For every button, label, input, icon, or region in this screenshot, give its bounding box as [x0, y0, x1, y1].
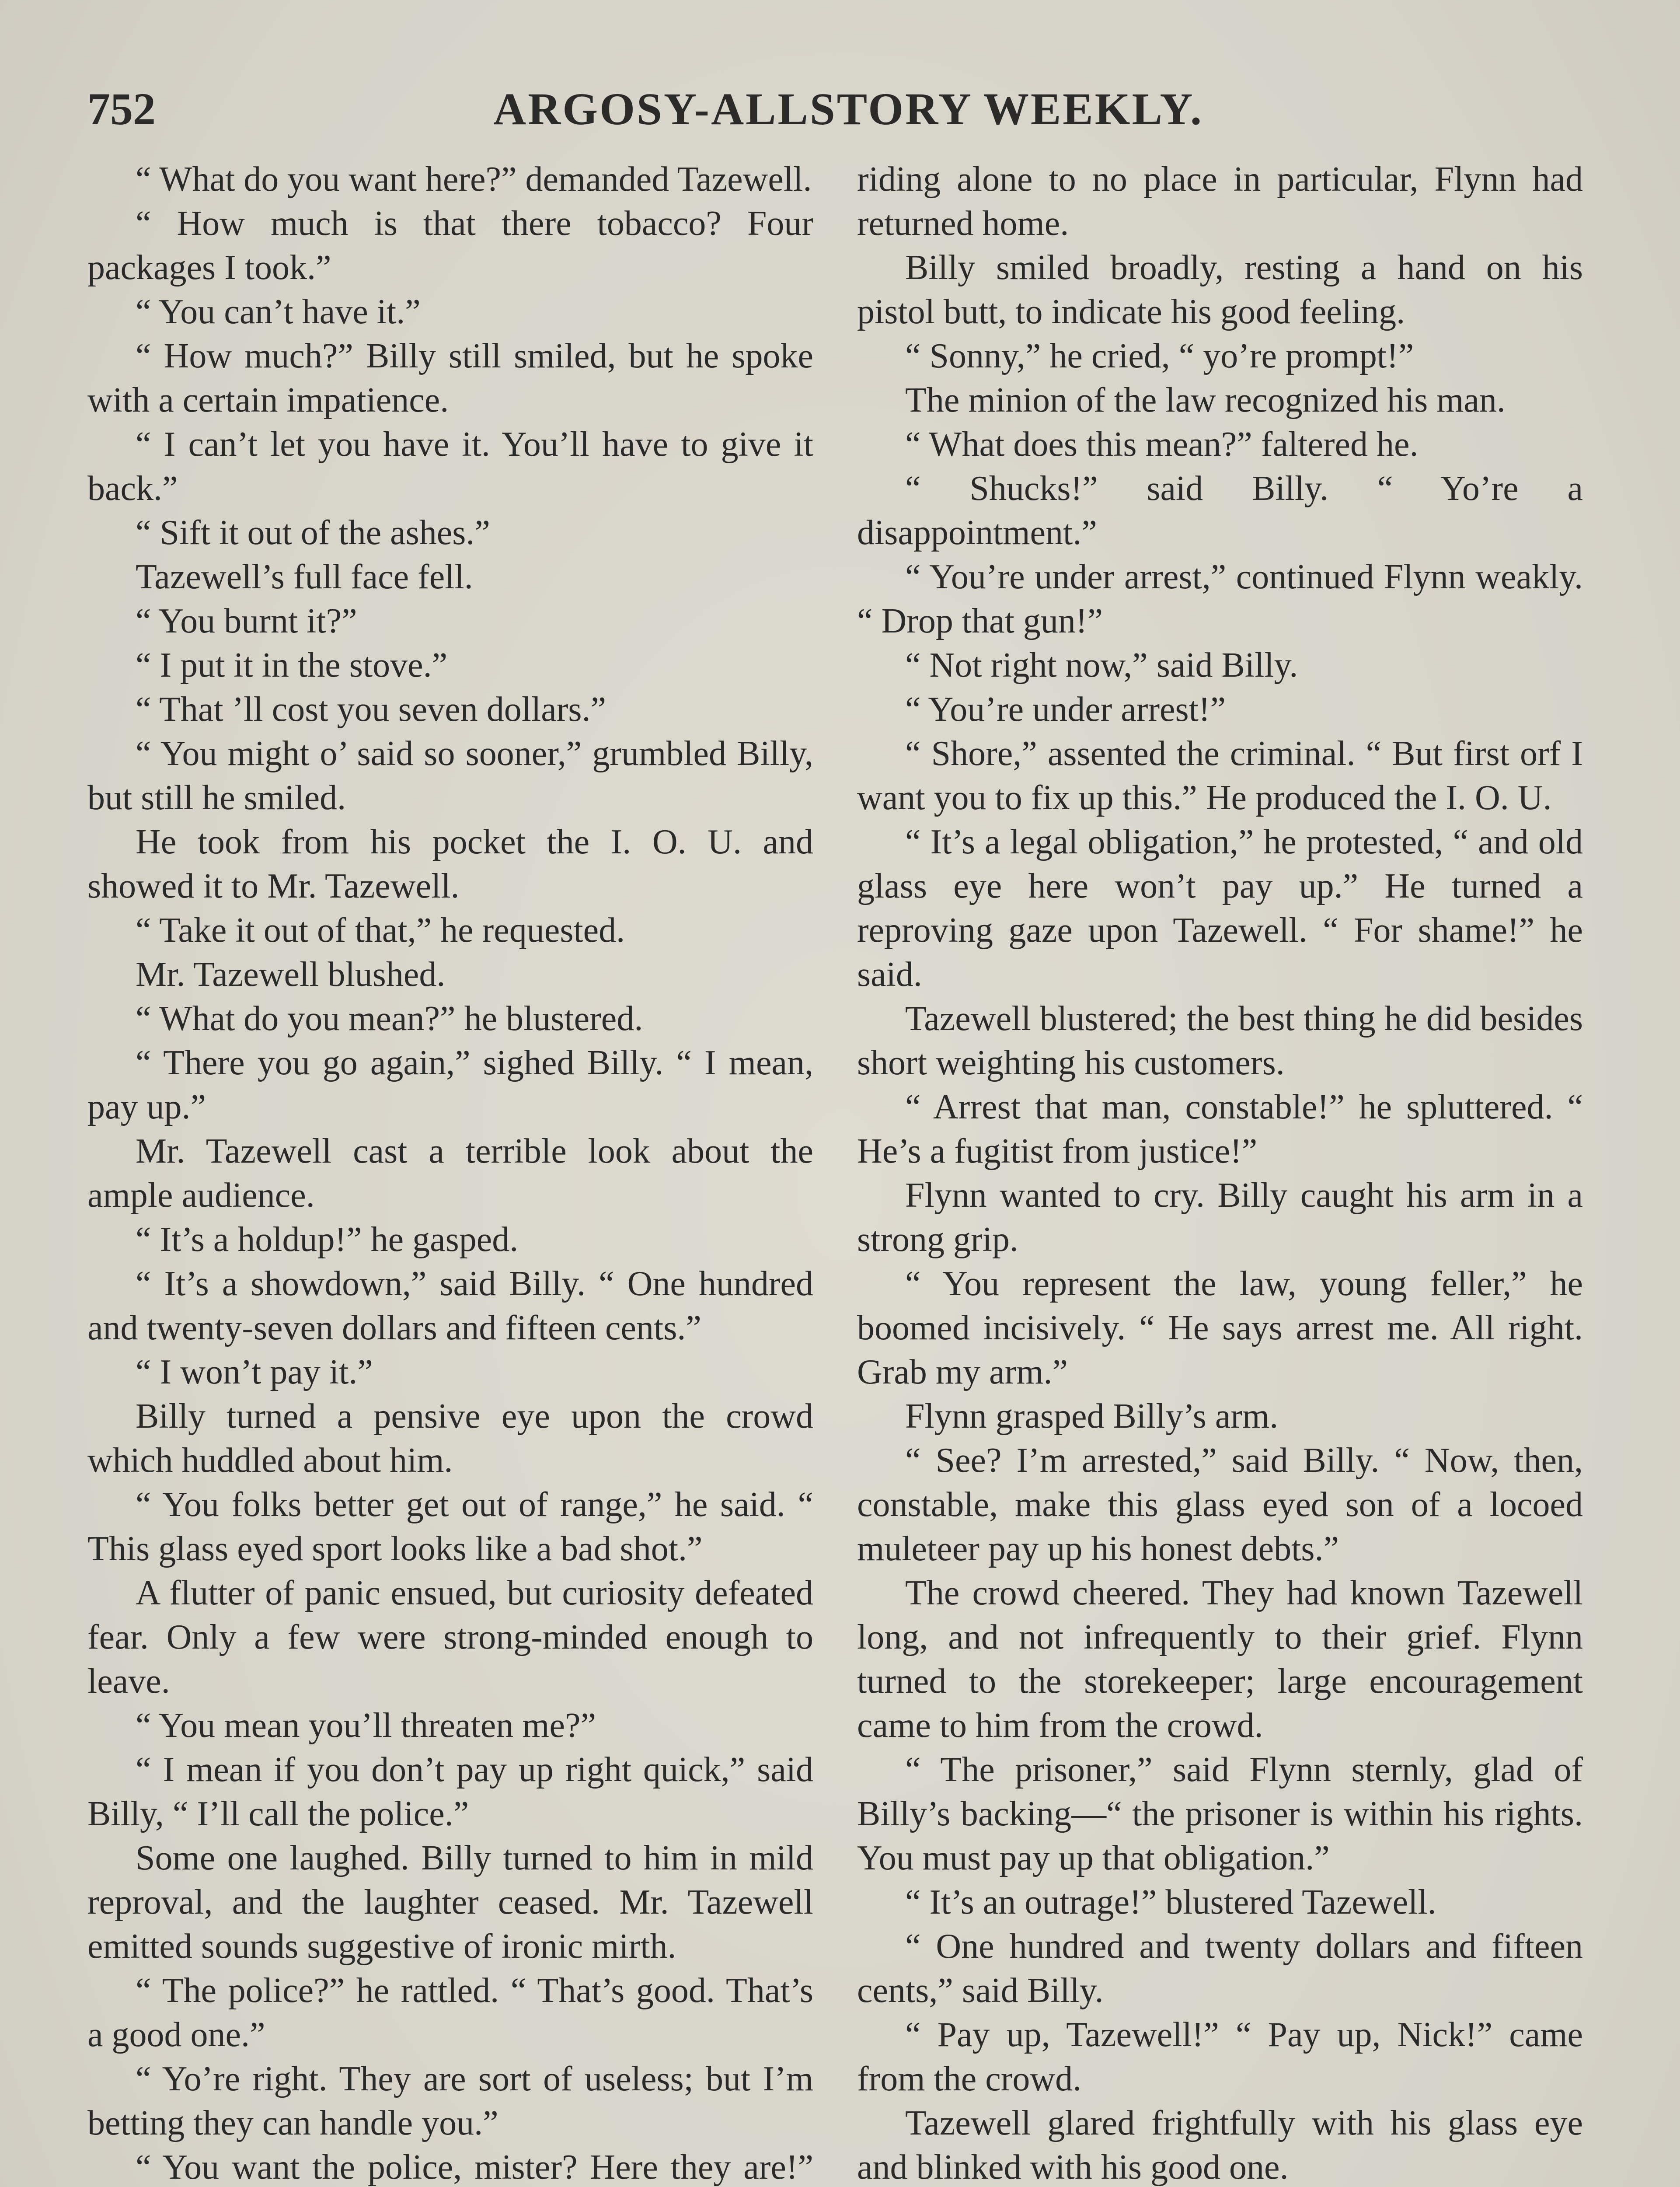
paragraph: “ What does this mean?” faltered he.: [905, 425, 1419, 464]
paragraph: “ You mean you’ll threaten me?”: [136, 1706, 596, 1745]
paragraph: Some one laughed. Billy turned to him in mild reproval, and the laughter ceased. Mr. Tazewell emitted sounds suggestive of ironic mirth.: [87, 1839, 813, 1966]
paragraph: “ What do you mean?” he blustered.: [136, 999, 643, 1038]
paragraph: “ That ’ll cost you seven dollars.”: [136, 690, 606, 729]
paragraph: Flynn wanted to cry. Billy caught his arm in a strong grip.: [857, 1176, 1583, 1259]
paragraph: “ There you go again,” sighed Billy. “ I mean, pay up.”: [87, 1044, 813, 1126]
paragraph: “ See? I’m arrested,” said Billy. “ Now, then, constable, make this glass eyed son of a locoed muleteer pay up his honest debts.”: [857, 1441, 1583, 1568]
paragraph: Billy turned a pensive eye upon the crowd which huddled about him.: [87, 1397, 813, 1480]
paragraph: “ You folks better get out of range,” he said. “ This glass eyed sport looks like a bad shot.”: [87, 1485, 813, 1568]
paragraph: “ I won’t pay it.”: [136, 1353, 373, 1391]
paragraph: “ The prisoner,” said Flynn sternly, glad of Billy’s backing—“ the prisoner is within his rights. You must pay up that obligation.”: [857, 1750, 1583, 1877]
paragraph: “ You might o’ said so sooner,” grumbled Billy, but still he smiled.: [87, 734, 813, 817]
paragraph: Mr. Tazewell blushed.: [136, 955, 446, 994]
paragraph: “ You’re under arrest!”: [905, 690, 1226, 729]
paragraph: “ How much?” Billy still smiled, but he spoke with a certain impatience.: [87, 337, 813, 419]
paragraph: Mr. Tazewell cast a terrible look about the ample audience.: [87, 1132, 813, 1215]
paragraph: “ The police?” he rattled. “ That’s good. That’s a good one.”: [87, 1971, 813, 2054]
paragraph: “ You’re under arrest,” continued Flynn weakly. “ Drop that gun!”: [857, 558, 1583, 640]
paragraph: A flutter of panic ensued, but curiosity defeated fear. Only a few were strong-minded enough to leave.: [87, 1574, 813, 1701]
paragraph: “ It’s an outrage!” blustered Tazewell.: [905, 1883, 1436, 1921]
paragraph: “ Take it out of that,” he requested.: [136, 911, 625, 950]
page-number: 752: [87, 84, 156, 134]
paragraph: “ Pay up, Tazewell!” “ Pay up, Nick!” came from the crowd.: [857, 2016, 1583, 2098]
paragraph: riding alone to no place in particular, Flynn had returned home.: [857, 160, 1583, 243]
page-header: [87, 66, 1609, 153]
paragraph: “ Shore,” assented the criminal. “ But first orf I want you to fix up this.” He produced the I. O. U.: [857, 734, 1583, 817]
paragraph: Billy smiled broadly, resting a hand on his pistol butt, to indicate his good feeling.: [857, 248, 1583, 331]
paragraph: Tazewell glared frightfully with his glass eye and blinked with his good one.: [857, 2104, 1583, 2187]
paragraph: “ You want the police, mister? Here they are!”: [136, 2148, 813, 2187]
paragraph: Tazewell blustered; the best thing he did besides short weighting his customers.: [857, 999, 1583, 1082]
paragraph: “ It’s a legal obligation,” he protested, “ and old glass eye here won’t pay up.” He turned a reproving gaze upon Tazewell. “ For shame!” he said.: [857, 823, 1583, 994]
paragraph: Tazewell’s full face fell.: [136, 558, 473, 596]
paragraph: The crowd cheered. They had known Tazewell long, and not infrequently to their grief. Flynn turned to the storekeeper; large encouragement came to him from the crowd.: [857, 1574, 1583, 1745]
paragraph: “ You represent the law, young feller,” he boomed incisively. “ He says arrest me. All right. Grab my arm.”: [857, 1265, 1583, 1391]
paragraph: “ It’s a showdown,” said Billy. “ One hundred and twenty-seven dollars and fifteen cents.”: [87, 1265, 813, 1347]
paragraph: He took from his pocket the I. O. U. and showed it to Mr. Tazewell.: [87, 823, 813, 905]
magazine-title: ARGOSY-ALLSTORY WEEKLY.: [493, 84, 1203, 134]
paragraph: “ Sonny,” he cried, “ yo’re prompt!”: [905, 337, 1414, 375]
paragraph: “ Arrest that man, constable!” he spluttered. “ He’s a fugitist from justice!”: [857, 1088, 1583, 1170]
paragraph: “ It’s a holdup!” he gasped.: [136, 1220, 519, 1259]
paragraph: The minion of the law recognized his man.: [905, 381, 1506, 419]
paragraph: “ I put it in the stove.”: [136, 646, 448, 685]
paragraph: “ How much is that there tobacco? Four packages I took.”: [87, 204, 813, 287]
paragraph: Flynn grasped Billy’s arm.: [905, 1397, 1279, 1436]
paragraph: “ Sift it out of the ashes.”: [136, 514, 490, 552]
paragraph: “ Shucks!” said Billy. “ Yo’re a disappointment.”: [857, 469, 1583, 552]
paragraph: “ You can’t have it.”: [136, 293, 421, 331]
paragraph: “ Not right now,” said Billy.: [905, 646, 1298, 685]
paragraph: “ Yo’re right. They are sort of useless; but I’m betting they can handle you.”: [87, 2060, 813, 2142]
right-text-column: [857, 157, 1583, 2187]
paragraph: “ You burnt it?”: [136, 602, 357, 640]
paragraph: “ One hundred and twenty dollars and fifteen cents,” said Billy.: [857, 1927, 1583, 2010]
paragraph: “ I can’t let you have it. You’ll have to give it back.”: [87, 425, 813, 508]
paragraph: “ I mean if you don’t pay up right quick,” said Billy, “ I’ll call the police.”: [87, 1750, 813, 1833]
left-text-column: [87, 157, 813, 2187]
paragraph: “ What do you want here?” demanded Tazewell.: [136, 160, 812, 199]
